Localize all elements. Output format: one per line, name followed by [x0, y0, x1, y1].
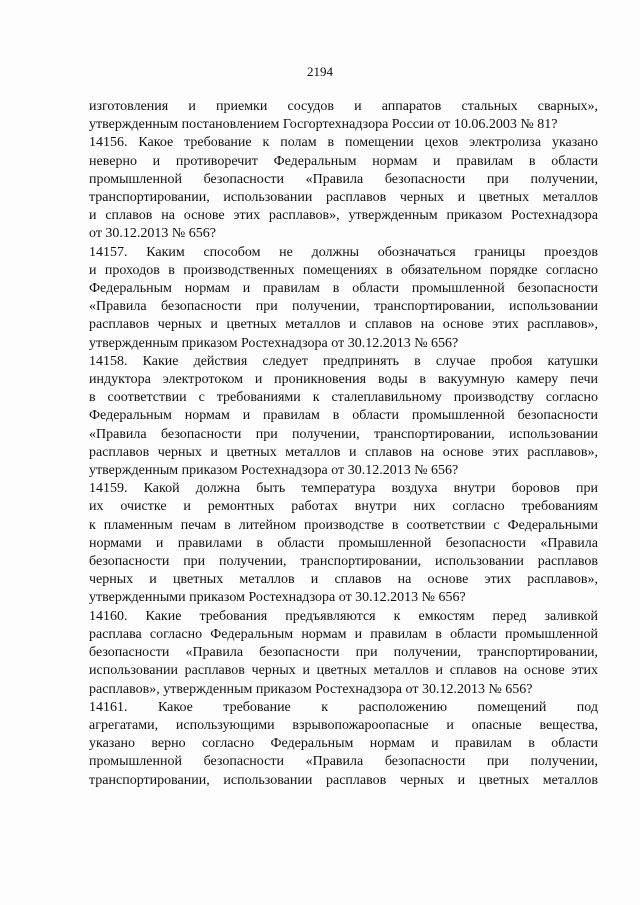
text-line: утвержденными приказом Ростехнадзора от 30.12.2013 № 656?	[89, 590, 466, 606]
text-line: неверно и противоречит Федеральным нормам и правилам в области	[89, 153, 598, 169]
text-line: «Правила безопасности при получении, транспортировании, использовании	[89, 299, 598, 315]
text-line: утвержденным приказом Ростехнадзора от 30.12.2013 № 656?	[89, 463, 459, 479]
text-line: 14158. Какие действия следует предпринять в случае пробоя катушки	[89, 353, 598, 369]
text-line: транспортировании, использовании расплавов черных и цветных металлов	[89, 772, 598, 788]
text-line: «Правила безопасности при получении, транспортировании, использовании	[89, 426, 598, 442]
text-line: изготовления и приемки сосудов и аппаратов стальных сварных»,	[89, 99, 598, 114]
text-line: индуктора электротоком и проникновения воды в вакуумную камеру печи	[89, 372, 598, 388]
text-line: расплавов черных и цветных металлов и сплавов на основе этих расплавов»,	[89, 317, 598, 333]
document-text	[89, 98, 598, 790]
text-line: утвержденным постановлением Госгортехнадзора России от 10.06.2003 № 81?	[89, 117, 558, 133]
text-line: их очистке и ремонтных работах внутри них согласно требованиям	[89, 499, 598, 515]
text-line: от 30.12.2013 № 656?	[89, 226, 217, 242]
text-line: использовании расплавов черных и цветных металлов и сплавов на основе этих	[89, 663, 598, 679]
text-line: Федеральным нормам и правилам в области промышленной безопасности	[89, 281, 598, 297]
text-line: расплавов черных и цветных металлов и сплавов на основе этих расплавов»,	[89, 444, 598, 460]
text-line: расплава согласно Федеральным нормам и правилам в области промышленной	[89, 626, 598, 642]
text-line: и проходов в производственных помещениях в обязательном порядке согласно	[89, 262, 598, 278]
text-line: нормами и правилами в области промышленной безопасности «Правила	[89, 535, 598, 551]
text-line: указано верно согласно Федеральным нормам и правилам в области	[89, 736, 598, 752]
text-line: черных и цветных металлов и сплавов на основе этих расплавов»,	[89, 572, 598, 588]
text-line: транспортировании, использовании расплавов черных и цветных металлов	[89, 190, 598, 206]
text-line: 14160. Какие требования предъявляются к емкостям перед заливкой	[89, 608, 598, 624]
text-line: 14156. Какое требование к полам в помещении цехов электролиза указано	[89, 135, 598, 151]
text-line: промышленной безопасности «Правила безопасности при получении,	[89, 754, 598, 770]
text-line: утвержденным приказом Ростехнадзора от 30.12.2013 № 656?	[89, 335, 459, 351]
text-line: 14159. Какой должна быть температура воздуха внутри боровов при	[89, 481, 598, 497]
text-line: 14157. Каким способом не должны обозначаться границы проездов	[89, 244, 598, 260]
text-line: и сплавов на основе этих расплавов», утвержденным приказом Ростехнадзора	[89, 208, 598, 224]
text-line: промышленной безопасности «Правила безопасности при получении,	[89, 171, 598, 187]
text-line: безопасности «Правила безопасности при получении, транспортировании,	[89, 645, 598, 661]
text-line: агрегатами, использующими взрывопожароопасные и опасные вещества,	[89, 717, 598, 733]
page-number: 2194	[307, 64, 333, 79]
text-line: расплавов», утвержденным приказом Ростехнадзора от 30.12.2013 № 656?	[89, 681, 533, 697]
text-line: Федеральным нормам и правилам в области промышленной безопасности	[89, 408, 598, 424]
text-line: в соответствии с требованиями к сталеплавильному производству согласно	[89, 390, 598, 406]
text-line: к пламенным печам в литейном производстве в соответствии с Федеральными	[89, 517, 598, 533]
text-line: безопасности при получении, транспортировании, использовании расплавов	[89, 554, 598, 570]
text-line: 14161. Какое требование к расположению помещений под	[89, 699, 598, 715]
